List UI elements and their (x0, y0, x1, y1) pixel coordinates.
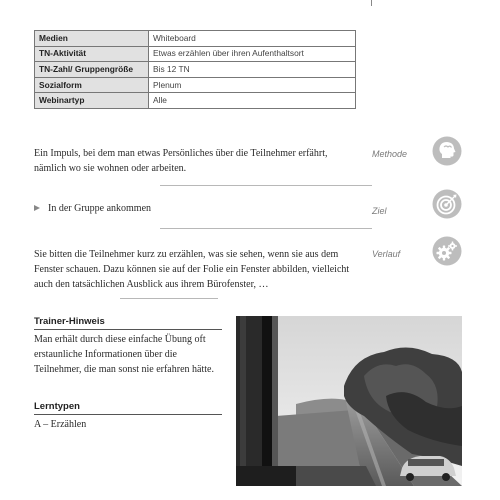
heading-underline (34, 329, 222, 330)
section-divider (160, 228, 372, 229)
triangle-bullet-icon (34, 205, 40, 211)
table-value-cell: Alle (149, 93, 356, 109)
trainer-hinweis-text: Man erhält durch diese einfache Übung oft erstaunliche Informationen über die Teilnehmer, die man sonst nie erfahren hätte. (34, 334, 214, 375)
table-row (35, 77, 356, 93)
info-table (34, 30, 356, 109)
lerntypen-heading: Lerntypen (34, 401, 80, 412)
table-row (35, 93, 356, 109)
verlauf-label: Verlauf (372, 249, 401, 259)
table-value-cell: Etwas erzählen über ihren Aufenthaltsort (149, 46, 356, 62)
table-label-cell: TN-Aktivität (35, 46, 149, 62)
ziel-label: Ziel (372, 206, 387, 216)
table-label-cell: TN-Zahl/ Gruppengröße (35, 62, 149, 78)
methode-text: Ein Impuls, bei dem man etwas Persönliches über die Teilnehmer erfährt, nämlich wo sie wohnen oder arbeiten. (34, 148, 328, 174)
table-label-cell: Sozialform (35, 77, 149, 93)
table-label-cell: Medien (35, 31, 149, 47)
gears-icon (432, 236, 462, 266)
table-value-cell: Plenum (149, 77, 356, 93)
trainer-hinweis-heading: Trainer-Hinweis (34, 316, 105, 327)
target-icon (432, 189, 462, 219)
section-divider (120, 298, 218, 299)
window-view-photo (236, 316, 462, 486)
section-divider (160, 185, 372, 186)
table-row (35, 46, 356, 62)
table-row (35, 31, 356, 47)
head-icon (432, 136, 462, 166)
table-value-cell: Bis 12 TN (149, 62, 356, 78)
table-row (35, 62, 356, 78)
top-margin-mark (371, 0, 372, 6)
ziel-text: In der Gruppe ankommen (48, 203, 152, 214)
table-value-cell: Whiteboard (149, 31, 356, 47)
lerntypen-text: A – Erzählen (34, 419, 87, 430)
ziel-item (34, 203, 151, 214)
heading-underline (34, 414, 222, 415)
verlauf-text: Sie bitten die Teilnehmer kurz zu erzählen, was sie sehen, wenn sie aus dem Fenster schauen. Dazu können sie auf der Folie ein Fenster abbilden, vielleicht auch den tatsächlichen Ausblick aus ihrem Bürofenster, … (34, 249, 350, 290)
table-label-cell: Webinartyp (35, 93, 149, 109)
methode-label: Methode (372, 149, 408, 159)
